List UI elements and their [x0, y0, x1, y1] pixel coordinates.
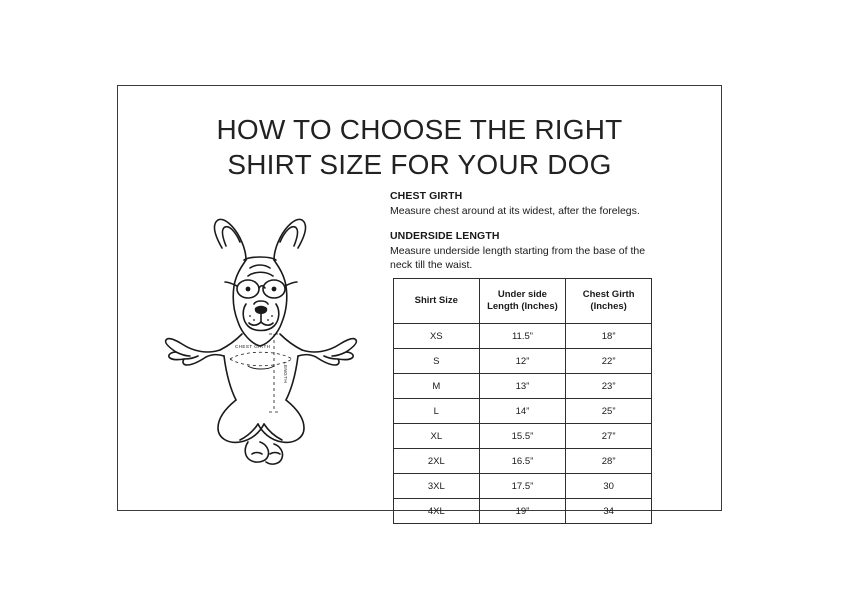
table-row [394, 374, 652, 399]
chest-girth-text: Measure chest around at its widest, after the forelegs. [390, 205, 640, 217]
chest-girth-heading: CHEST GIRTH [390, 190, 463, 202]
cell-size: 3XL [394, 474, 480, 499]
cell-length: 19” [479, 499, 566, 524]
cell-girth: 27” [566, 424, 652, 449]
table-row [394, 399, 652, 424]
table-row [394, 349, 652, 374]
cell-girth: 22” [566, 349, 652, 374]
cell-girth: 28” [566, 449, 652, 474]
column-header-shirt-size: Shirt Size [394, 279, 480, 324]
table-row [394, 424, 652, 449]
cell-size: 4XL [394, 499, 480, 524]
size-chart-table [393, 278, 652, 524]
cell-size: S [394, 349, 480, 374]
chest-girth-label: CHEST GIRTH [235, 344, 271, 349]
underside-length-heading: UNDERSIDE LENGTH [390, 230, 500, 243]
table-row [394, 474, 652, 499]
measurement-instructions [390, 190, 665, 273]
cell-length: 16.5” [479, 449, 566, 474]
table-row [394, 499, 652, 524]
column-header-chest-girth: Chest Girth (Inches) [566, 279, 652, 324]
cell-girth: 23” [566, 374, 652, 399]
dog-illustration [156, 216, 376, 476]
page-title-line-2: SHIRT SIZE FOR YOUR DOG [227, 149, 612, 180]
cell-girth: 25” [566, 399, 652, 424]
cell-length: 12” [479, 349, 566, 374]
page-title-line-1: HOW TO CHOOSE THE RIGHT [216, 114, 623, 145]
cell-girth: 30 [566, 474, 652, 499]
cell-size: 2XL [394, 449, 480, 474]
cell-size: M [394, 374, 480, 399]
cell-size: L [394, 399, 480, 424]
size-guide-card [117, 85, 722, 517]
underside-length-text: Measure underside length starting from the base of the neck till the waist. [390, 245, 646, 272]
cell-length: 17.5” [479, 474, 566, 499]
page-title [118, 112, 721, 182]
cell-girth: 34 [566, 499, 652, 524]
cell-size: XS [394, 324, 480, 349]
table-row [394, 324, 652, 349]
cell-length: 14” [479, 399, 566, 424]
length-label: LENGTH [283, 362, 288, 384]
cell-size: XL [394, 424, 480, 449]
cell-length: 15.5” [479, 424, 566, 449]
table-row [394, 449, 652, 474]
cell-girth: 18” [566, 324, 652, 349]
cell-length: 13” [479, 374, 566, 399]
table-header-row [394, 279, 652, 324]
cell-length: 11.5” [479, 324, 566, 349]
column-header-underside-length: Under side Length (Inches) [479, 279, 566, 324]
